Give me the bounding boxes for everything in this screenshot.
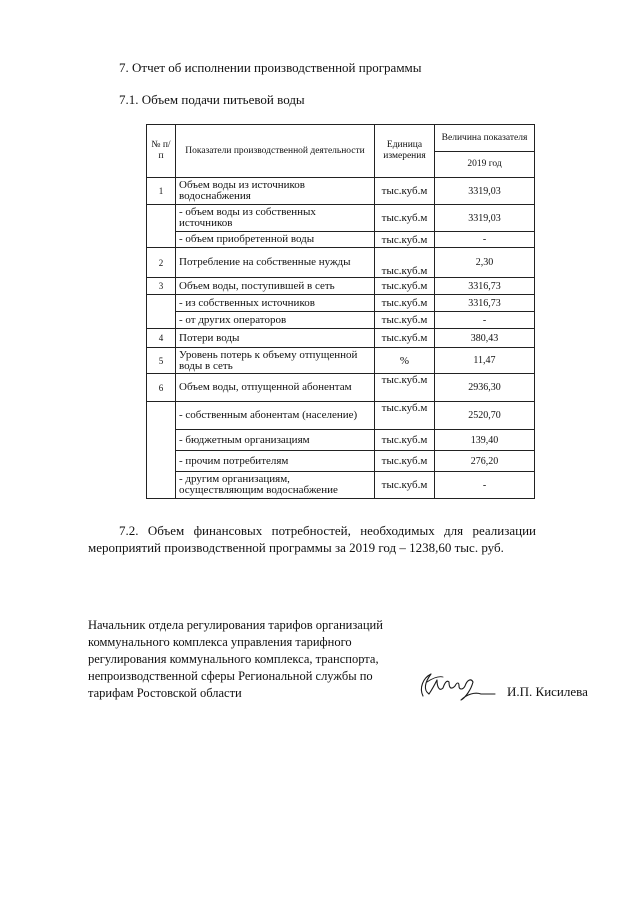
row-unit: тыс.куб.м <box>375 374 435 402</box>
header-indicator: Показатели производственной деятельности <box>176 125 375 178</box>
row-indicator: - прочим потребителям <box>176 451 375 472</box>
row-num: 1 <box>147 178 176 205</box>
row-value: 3316,73 <box>435 295 535 312</box>
table-row <box>147 451 535 472</box>
table-row <box>147 329 535 348</box>
row-value: 2520,70 <box>435 402 535 430</box>
row-num <box>147 205 176 248</box>
row-value: 139,40 <box>435 430 535 451</box>
position-line: коммунального комплекса управления тарифного <box>88 635 352 649</box>
row-indicator: Потери воды <box>176 329 375 348</box>
signatory-position <box>88 617 418 702</box>
row-num: 3 <box>147 278 176 295</box>
row-num: 4 <box>147 329 176 348</box>
row-indicator: Объем воды из источников водоснабжения <box>176 178 375 205</box>
row-value: 3319,03 <box>435 205 535 232</box>
table-row <box>147 232 535 248</box>
row-num <box>147 402 176 499</box>
row-num <box>147 295 176 329</box>
header-unit: Единица измерения <box>375 125 435 178</box>
table-row <box>147 348 535 374</box>
row-value: 3316,73 <box>435 278 535 295</box>
row-value: 276,20 <box>435 451 535 472</box>
row-unit: тыс.куб.м <box>375 205 435 232</box>
position-line: Начальник отдела регулирования тарифов организаций <box>88 618 383 632</box>
row-unit: тыс.куб.м <box>375 402 435 430</box>
signer-name: И.П. Кисилева <box>507 684 588 699</box>
row-value: 2936,30 <box>435 374 535 402</box>
row-unit: тыс.куб.м <box>375 312 435 329</box>
row-value: - <box>435 312 535 329</box>
table-row <box>147 374 535 402</box>
row-value: 3319,03 <box>435 178 535 205</box>
header-year: 2019 год <box>435 152 535 178</box>
water-supply-table <box>146 124 535 499</box>
row-num: 5 <box>147 348 176 374</box>
row-unit: тыс.куб.м <box>375 178 435 205</box>
row-indicator: - объем приобретенной воды <box>176 232 375 248</box>
row-unit: тыс.куб.м <box>375 278 435 295</box>
row-unit: тыс.куб.м <box>375 295 435 312</box>
row-value: 2,30 <box>435 248 535 278</box>
row-indicator: - бюджетным организациям <box>176 430 375 451</box>
subsection-title: 7.1. Объем подачи питьевой воды <box>119 92 305 107</box>
handwritten-signature <box>413 668 503 702</box>
table-row <box>147 295 535 312</box>
row-unit: тыс.куб.м <box>375 248 435 278</box>
table-row <box>147 248 535 278</box>
row-unit: тыс.куб.м <box>375 430 435 451</box>
table-row <box>147 278 535 295</box>
row-indicator: Уровень потерь к объему отпущенной воды в сеть <box>176 348 375 374</box>
row-indicator: Объем воды, поступившей в сеть <box>176 278 375 295</box>
table-row <box>147 178 535 205</box>
row-indicator: Потребление на собственные нужды <box>176 248 375 278</box>
position-line: тарифам Ростовской области <box>88 686 242 700</box>
table-row <box>147 430 535 451</box>
row-indicator: - от других операторов <box>176 312 375 329</box>
position-line: регулирования коммунального комплекса, транспорта, <box>88 652 379 666</box>
financial-needs-paragraph: 7.2. Объем финансовых потребностей, необходимых для реализации мероприятий производственной программы за 2019 год – 1238,60 тыс. руб. <box>88 523 536 555</box>
row-value: - <box>435 232 535 248</box>
table-row <box>147 205 535 232</box>
row-unit: тыс.куб.м <box>375 329 435 348</box>
row-num: 6 <box>147 374 176 402</box>
row-unit: % <box>375 348 435 374</box>
table-row <box>147 402 535 430</box>
section-title: 7. Отчет об исполнении производственной программы <box>119 60 422 75</box>
row-value: 11,47 <box>435 348 535 374</box>
row-unit: тыс.куб.м <box>375 451 435 472</box>
row-value: - <box>435 472 535 499</box>
row-indicator: Объем воды, отпущенной абонентам <box>176 374 375 402</box>
row-indicator: - из собственных источников <box>176 295 375 312</box>
row-num: 2 <box>147 248 176 278</box>
table-row <box>147 472 535 499</box>
row-indicator: - объем воды из собственных источников <box>176 205 375 232</box>
row-unit: тыс.куб.м <box>375 472 435 499</box>
header-num: № п/п <box>147 125 176 178</box>
row-indicator: - собственным абонентам (население) <box>176 402 375 430</box>
row-indicator: - другим организациям, осуществляющим водоснабжение <box>176 472 375 499</box>
row-value: 380,43 <box>435 329 535 348</box>
row-unit: тыс.куб.м <box>375 232 435 248</box>
header-value: Величина показателя <box>435 125 535 152</box>
table-row <box>147 312 535 329</box>
position-line: непроизводственной сферы Региональной службы по <box>88 669 373 683</box>
